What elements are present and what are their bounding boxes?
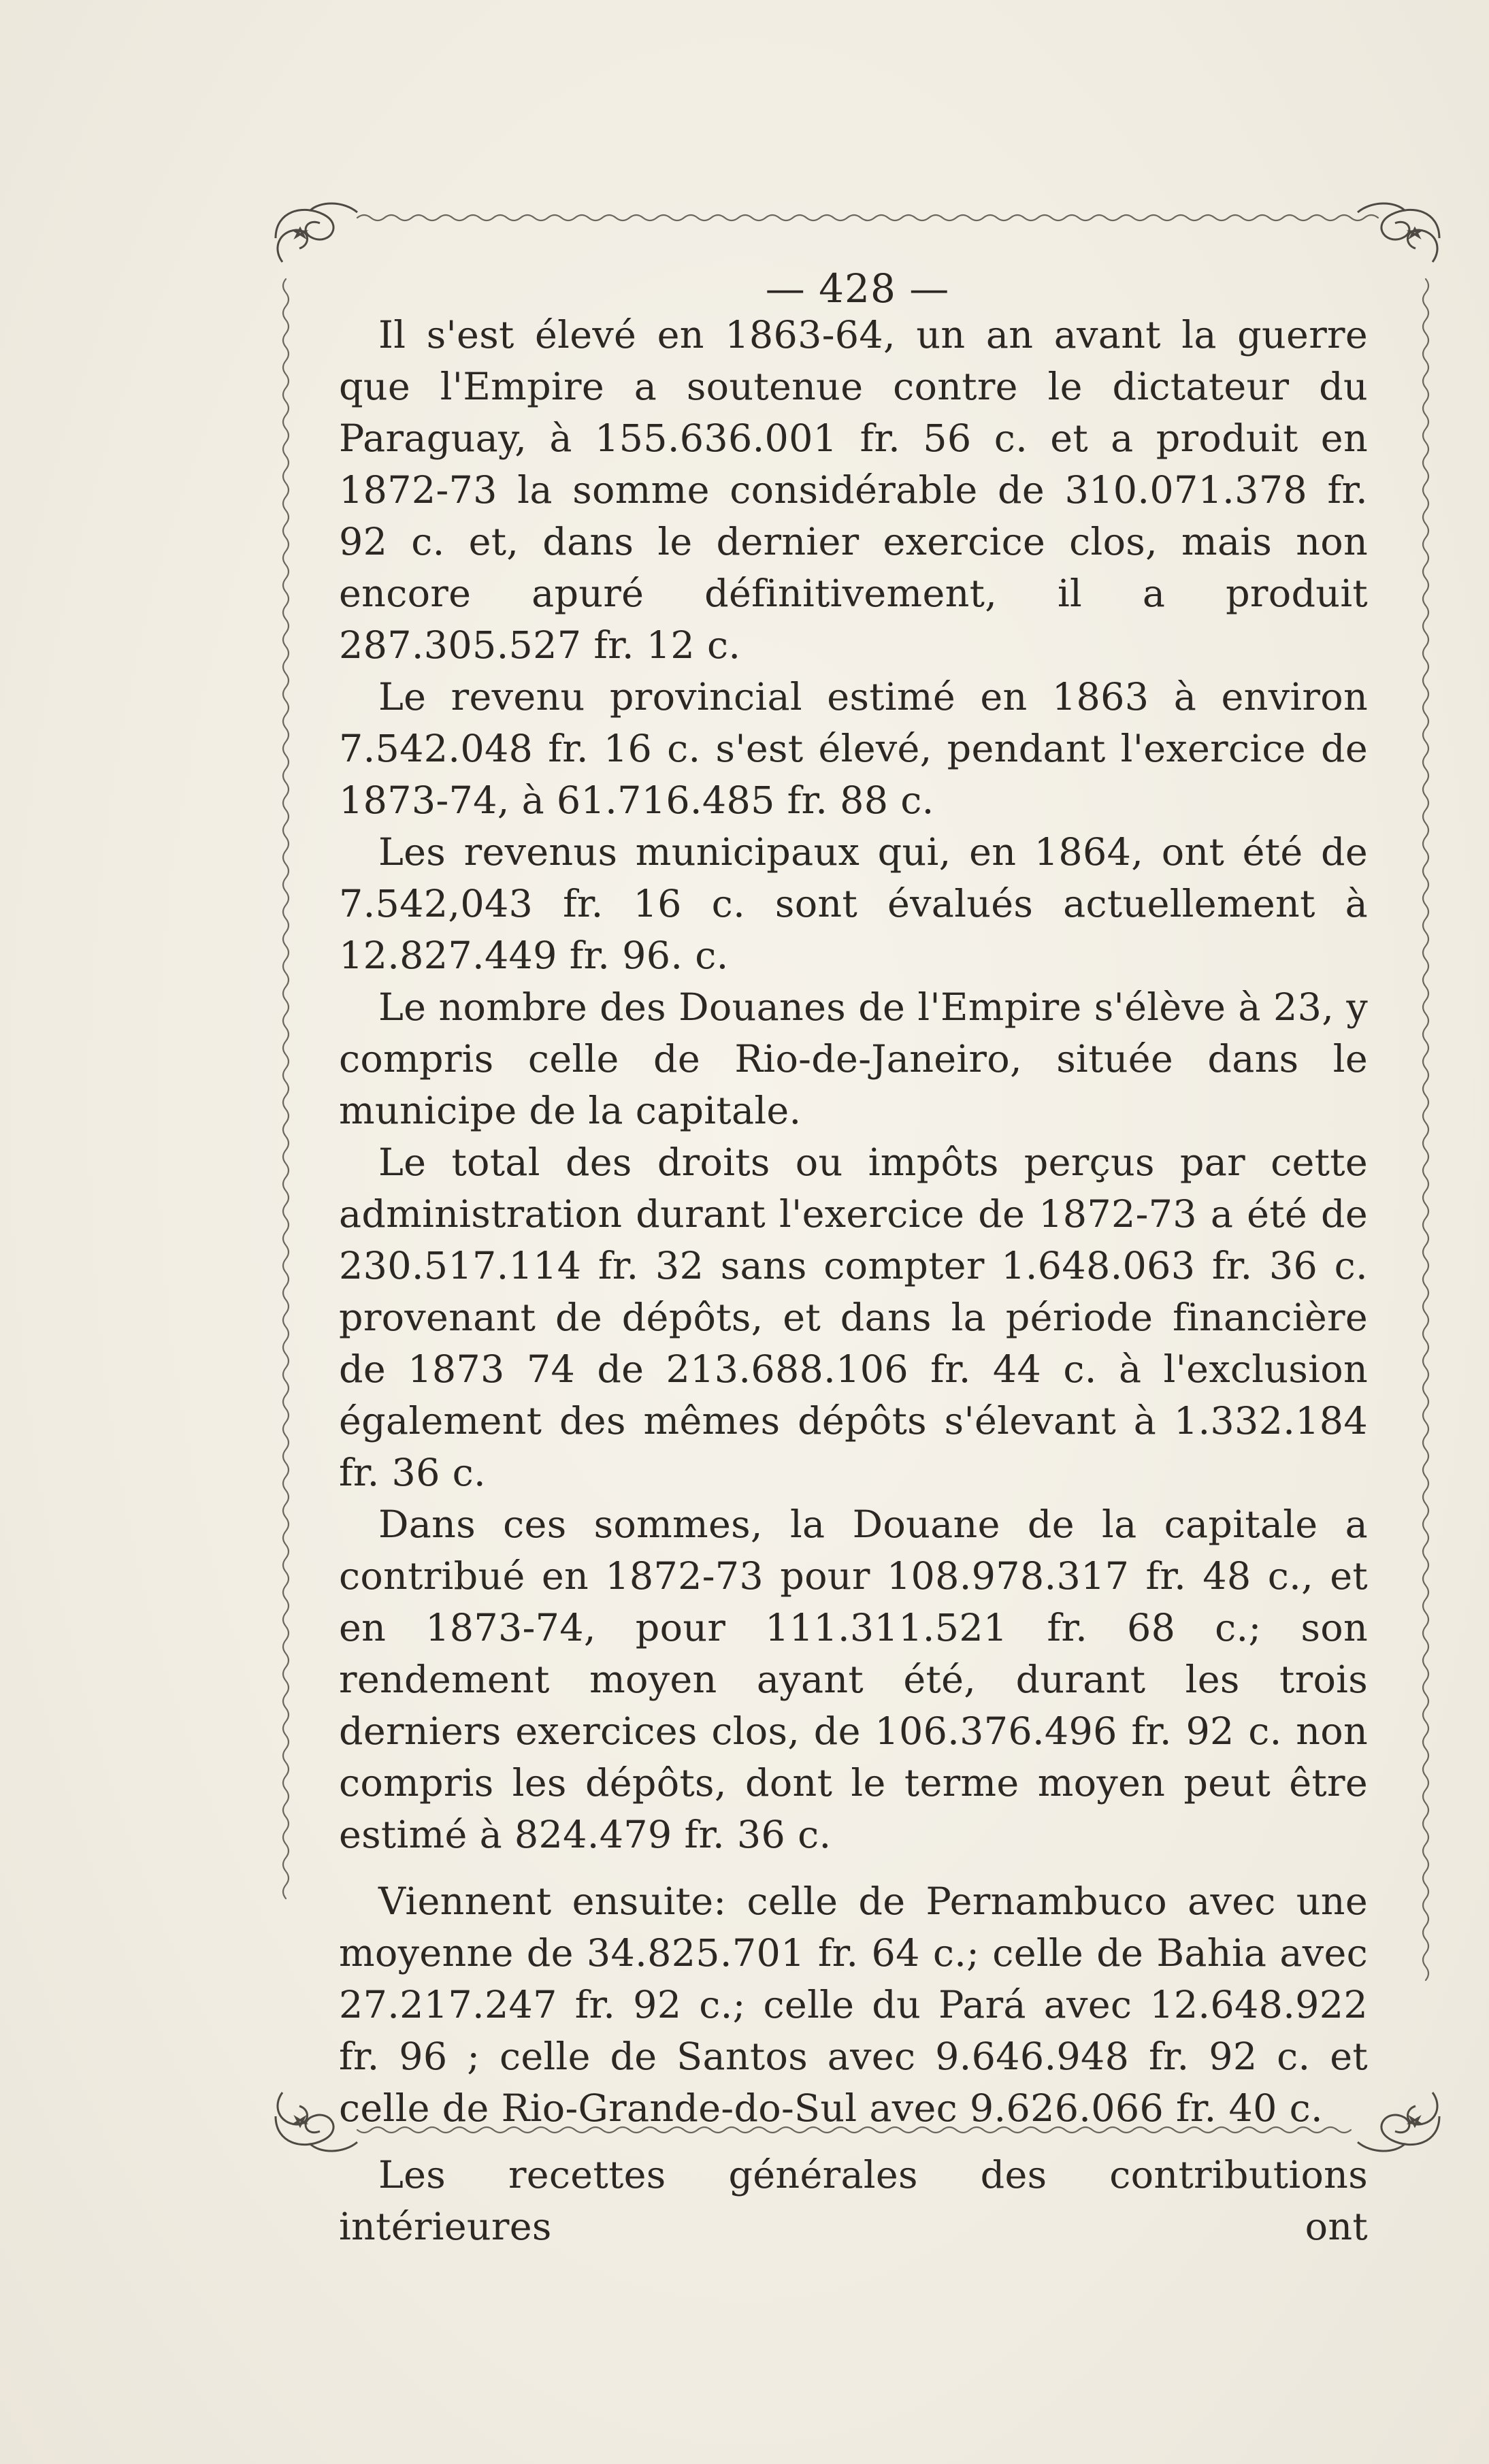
paragraph: Il s'est élevé en 1863-64, un an avant la guerre que l'Empire a soutenue contre le dictateur du Paraguay, à 155.636.001 fr. 56 c. et a produit en 1872-73 la somme considérable de 310.071.378 fr. 92 c. et, dans le dernier exercice clos, mais non encore apuré définitivement, il a produit 287.305.527 fr. 12 c. <box>339 313 1368 668</box>
paragraph: Le nombre des Douanes de l'Empire s'élève à 23, y compris celle de Rio-de-Janeiro, située dans le municipe de la capitale. <box>339 985 1368 1133</box>
paragraph: Les revenus municipaux qui, en 1864, ont été de 7.542,043 fr. 16 c. sont évalués actuellement à 12.827.449 fr. 96. c. <box>339 830 1368 978</box>
body-text <box>339 310 1368 2253</box>
paragraph: Le total des droits ou impôts perçus par cette administration durant l'exercice de 1872-73 a été de 230.517.114 fr. 32 sans compter 1.648.063 fr. 36 c. provenant de dépôts, et dans la période financière de 1873 74 de 213.688.106 fr. 44 c. à l'exclusion également des mêmes dépôts s'élevant à 1.332.184 fr. 36 c. <box>339 1140 1368 1495</box>
paragraph: Dans ces sommes, la Douane de la capitale a contribué en 1872-73 pour 108.978.317 fr. 48 c., et en 1873-74, pour 111.311.521 fr. 68 c.; son rendement moyen ayant été, durant les trois derniers exercices clos, de 106.376.496 fr. 92 c. non compris les dépôts, dont le terme moyen peut être estimé à 824.479 fr. 36 c. <box>339 1502 1368 1857</box>
paragraph: Les recettes générales des contributions intérieures ont <box>339 2153 1368 2249</box>
paragraph: Le revenu provincial estimé en 1863 à environ 7.542.048 fr. 16 c. s'est élevé, pendant l'exercice de 1873-74, à 61.716.485 fr. 88 c. <box>339 675 1368 823</box>
ornamental-frame <box>269 197 1446 2249</box>
page-number: — 428 — <box>765 265 950 312</box>
paragraph: Viennent ensuite: celle de Pernambuco avec une moyenne de 34.825.701 fr. 64 c.; celle de Bahia avec 27.217.247 fr. 92 c.; celle du Pará avec 12.648.922 fr. 96 ; celle de Santos avec 9.646.948 fr. 92 c. et celle de Rio-Grande-do-Sul avec 9.626.066 fr. 40 c. <box>339 1879 1368 2131</box>
